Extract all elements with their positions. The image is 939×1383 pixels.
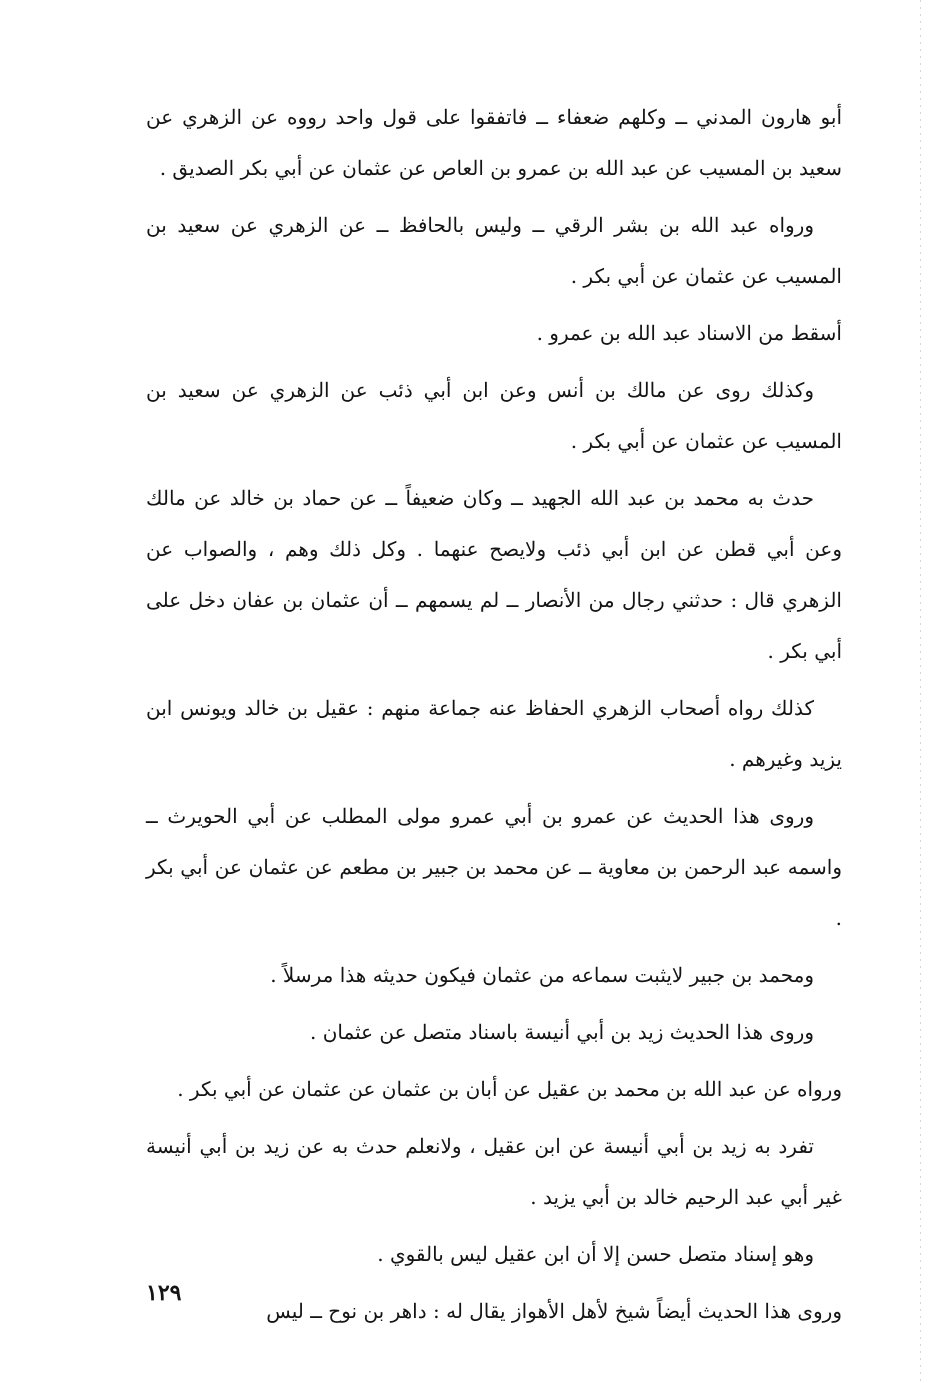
paragraph-12: وهو إسناد متصل حسن إلا أن ابن عقيل ليس بالقوي . (377, 1242, 814, 1266)
paragraph-11: تفرد به زيد بن أبي أنيسة عن ابن عقيل ، ولانعلم حدث به عن زيد بن أبي أنيسة غير أبي عبد الرحيم خالد بن أبي يزيد . (146, 1134, 842, 1209)
scan-edge-mark (920, 0, 921, 1383)
paragraph-1: أبو هارون المدني ــ وكلهم ضعفاء ــ فاتفقوا على قول واحد رووه عن الزهري عن سعيد بن المسيب عن عبد الله بن عمرو بن العاص عن عثمان عن أبي بكر الصديق . (146, 105, 842, 180)
paragraph-2: ورواه عبد الله بن بشر الرقي ــ وليس بالحافظ ــ عن الزهري عن سعيد بن المسيب عن عثمان عن أبي بكر . (146, 213, 842, 288)
paragraph-10: ورواه عن عبد الله بن محمد بن عقيل عن أبان بن عثمان عن عثمان عن أبي بكر . (177, 1077, 842, 1101)
paragraph-8: ومحمد بن جبير لايثبت سماعه من عثمان فيكون حديثه هذا مرسلاً . (270, 963, 814, 987)
paragraph-3: أسقط من الاسناد عبد الله بن عمرو . (536, 321, 842, 345)
page-number: ١٢٩ (146, 1280, 182, 1306)
paragraph-5: حدث به محمد بن عبد الله الجهيد ــ وكان ضعيفاً ــ عن حماد بن خالد عن مالك وعن أبي قطن عن ابن أبي ذئب ولايصح عنهما . وكل ذلك وهم ، والصواب عن الزهري قال : حدثني رجال من الأنصار ــ لم يسمهم ــ أن عثمان بن عفان دخل على أبي بكر . (146, 486, 842, 663)
paragraph-9: وروى هذا الحديث زيد بن أبي أنيسة باسناد متصل عن عثمان . (310, 1020, 814, 1044)
paragraph-7: وروى هذا الحديث عن عمرو بن أبي عمرو مولى المطلب عن أبي الحويرث ــ واسمه عبد الرحمن بن معاوية ــ عن محمد بن جبير بن مطعم عن عثمان عن أبي بكر . (146, 804, 842, 930)
paragraph-6: كذلك رواه أصحاب الزهري الحفاظ عنه جماعة منهم : عقيل بن خالد ويونس ابن يزيد وغيرهم . (146, 696, 842, 771)
paragraph-4: وكذلك روى عن مالك بن أنس وعن ابن أبي ذئب عن الزهري عن سعيد بن المسيب عن عثمان عن أبي بكر . (146, 378, 842, 453)
paragraph-13: وروى هذا الحديث أيضاً شيخ لأهل الأهواز يقال له : داهر بن نوح ــ ليس (266, 1299, 842, 1323)
page-body-text (146, 92, 842, 1343)
